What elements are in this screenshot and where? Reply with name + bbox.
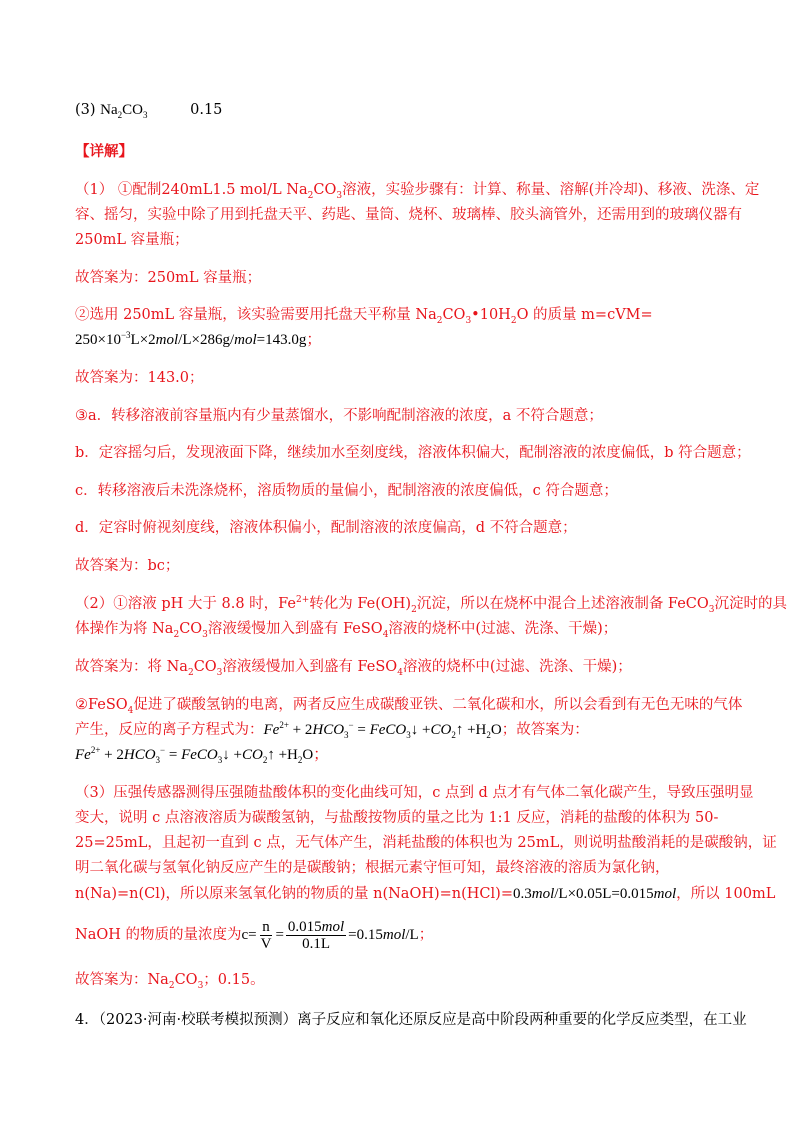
p6-line-6: NaOH 的物质的量浓度为 c= $\frac{n}{V}$ = $\frac{\text{0.015mol}}{0.1L}$ =0.15 mol /L ； [75, 918, 434, 952]
p6-line-3: 25=25mL，且起初一直到 c 点，无气体产生，消耗盐酸的体积也为 25mL，则说明盐酸消耗的是碳酸钠，证 [75, 835, 777, 851]
p6-line-2: 变大，说明 c 点溶液溶质为碳酸氢钠，与盐酸按物质的量之比为 1:1 反应，消耗的盐酸的体积为 50- [75, 810, 719, 826]
ionic-equation: $Fe^{2+} + 2HCO_3^-$ = FeCO$_3$↓ $+CO_2↑ +H_2O$ [263, 720, 502, 740]
p1-line-3: 250mL 容量瓶； [75, 232, 189, 248]
p6-line-1: （3）压强传感器测得压强随盐酸体积的变化曲线可知，c 点到 d 点才有气体二氧化碳产生，导致压强明显 [75, 785, 754, 801]
answer-3-line [75, 100, 730, 120]
p5-formula-repeat: $Fe^{2+} + 2HCO_3^-$ = FeCO$_3$↓ $+CO_2↑ +H_2O$； [75, 745, 329, 765]
p2-formula: $250\times 10^{-3}L\times 2mol/L\times 286g/mol=143.0g$； [75, 330, 322, 348]
p6-answer: 故答案为：$Na_2CO_3$；0.15。 [75, 972, 265, 991]
p1-line-1: （1） ①配制240mL1.5 mol/L $Na_2CO_3$溶液，实验步骤有：计算、称量、溶解(并冷却)、移液、洗涤、定 [75, 182, 760, 201]
p6-line-4: 明二氧化碳与氢氧化钠反应产生的是碳酸钠；根据元素守恒可知，最终溶液的溶质为氯化钠， [75, 860, 670, 876]
p1-line-2: 容、摇匀，实验中除了用到托盘天平、药匙、量筒、烧杯、玻璃棒、胶头滴管外，还需用到的玻璃仪器有 [75, 207, 742, 223]
answer-3-label: (3) [75, 102, 96, 118]
p2-line-1: ②选用 250mL 容量瓶，该实验需要用托盘天平称量 $Na_2CO_3•10H_2O$ 的质量 m=cVM= [75, 307, 653, 326]
answer-3-value: 0.15 [190, 102, 223, 118]
p4-line-1: （2）①溶液 pH 大于 8.8 时，$Fe^{2+}$转化为 $Fe(OH)_2$沉淀，所以在烧杯中混合上述溶液制备 FeCO$_3$沉淀时的具 [75, 595, 788, 615]
p3-option-d: d．定容时俯视刻度线，溶液体积偏小，配制溶液的浓度偏高，d 不符合题意； [75, 520, 577, 536]
p6-line-5: n(Na)=n(Cl)，所以原来氢氧化钠的物质的量 n(NaOH)=n(HCl)=0.3mol/L×0.05L=0.015mol，所以 100mL [75, 886, 776, 902]
p4-line-2: 体操作为将 $Na_2CO_3$溶液缓慢加入到盛有 FeSO$_4$溶液的烧杯中(过滤、洗涤、干燥)； [75, 621, 618, 640]
p5-line-2: 产生，反应的离子方程式为：$Fe^{2+} + 2HCO_3^-$ = FeCO$_3$↓ $+CO_2↑ +H_2O$；故答案为： [75, 720, 589, 740]
p3-option-b: b．定容摇匀后，发现液面下降，继续加水至刻度线，溶液体积偏大，配制溶液的浓度偏低，b 符合题意； [75, 445, 751, 461]
p5-line-1: ②FeSO$_4$促进了碳酸氢钠的电离，两者反应生成碳酸亚铁、二氧化碳和水，所以会看到有无色无味的气体 [75, 697, 743, 716]
p4-answer: 故答案为：将 $Na_2CO_3$溶液缓慢加入到盛有 FeSO$_4$溶液的烧杯中(过滤、洗涤、干燥)； [75, 659, 632, 678]
p1-answer: 故答案为：250mL 容量瓶； [75, 270, 262, 286]
answer-3-formula: $Na_2CO_3$ [100, 102, 148, 120]
question-4-line: 4．（2023·河南·校联考模拟预测）离子反应和氧化还原反应是高中阶段两种重要的化学反应类型，在工业 [75, 1012, 747, 1028]
p3-answer: 故答案为：bc； [75, 558, 180, 574]
p3-option-c: c．转移溶液后未洗涤烧杯，溶质物质的量偏小，配制溶液的浓度偏低，c 符合题意； [75, 483, 618, 499]
detail-heading: 【详解】 [75, 143, 133, 160]
p2-answer: 故答案为：143.0； [75, 370, 204, 386]
p3-option-a: ③a．转移溶液前容量瓶内有少量蒸馏水，不影响配制溶液的浓度，a 不符合题意； [75, 408, 603, 424]
